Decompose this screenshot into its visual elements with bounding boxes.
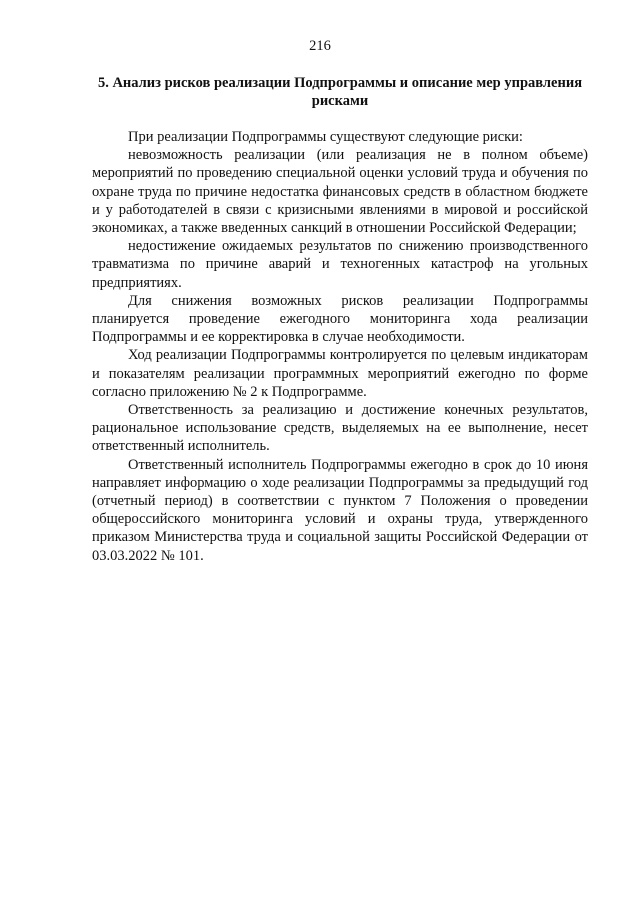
body-text xyxy=(92,128,588,565)
paragraph-monitoring: Для снижения возможных рисков реализации Подпрограммы планируется проведение ежегодного мониторинга хода реализации Подпрограммы и ее корректировка в случае необходимости. xyxy=(92,292,588,346)
paragraph-risk-funding: невозможность реализации (или реализация не в полном объеме) мероприятий по проведению специальной оценки условий труда и обучения по охране труда по причине недостатка финансовых средств в областном бюджете и у работодателей в связи с кризисными явлениями в мировой и российской экономиках, а также введенных санкций в отношении Российской Федерации; xyxy=(92,147,588,237)
paragraph-risk-injury: недостижение ожидаемых результатов по снижению производственного травматизма по причине аварий и техногенных катастроф на угольных предприятиях. xyxy=(92,238,588,291)
section-heading: 5. Анализ рисков реализации Подпрограммы и описание мер управления рисками xyxy=(97,75,583,109)
paragraph-responsibility: Ответственность за реализацию и достижение конечных результатов, рациональное использование средств, выделяемых на ее выполнение, несет ответственный исполнитель. xyxy=(92,402,588,455)
paragraph-reporting: Ответственный исполнитель Подпрограммы ежегодно в срок до 10 июня направляет информацию о ходе реализации Подпрограммы за предыдущий год (отчетный период) в соответствии с пунктом 7 Положения о проведении общероссийского мониторинга условий и охраны труда, утвержденного приказом Министерства труда и социальной защиты Российской Федерации от 03.03.2022 № 101. xyxy=(92,456,588,564)
paragraph-intro: При реализации Подпрограммы существуют следующие риски: xyxy=(128,129,523,145)
paragraph-control: Ход реализации Подпрограммы контролируется по целевым индикаторам и показателям реализации программных мероприятий ежегодно по форме согласно приложению № 2 к Подпрограмме. xyxy=(92,347,588,400)
page-number: 216 xyxy=(309,38,331,54)
